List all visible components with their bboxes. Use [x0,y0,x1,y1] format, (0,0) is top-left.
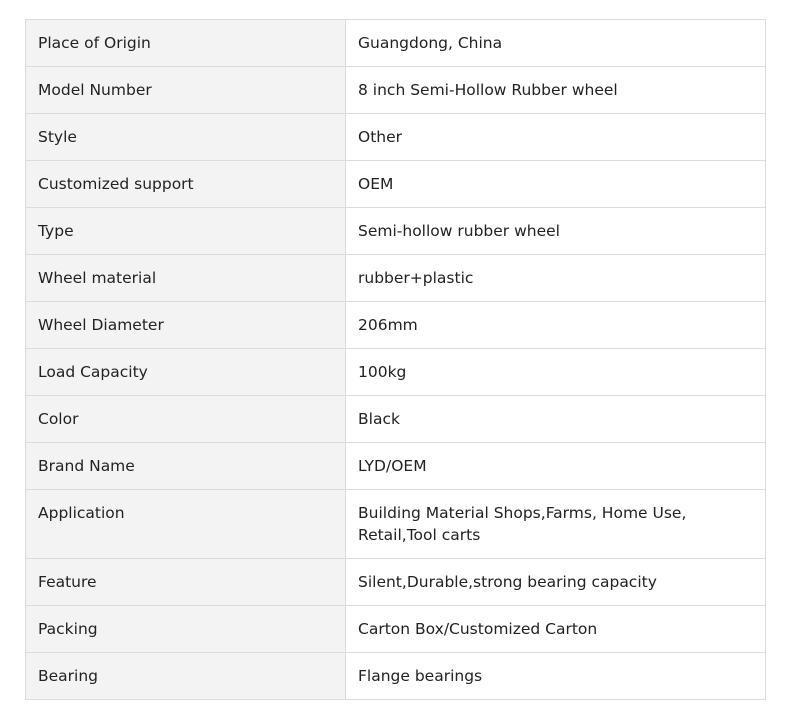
spec-value: Guangdong, China [346,20,766,67]
spec-row-brand-name [26,443,766,490]
spec-row-feature [26,559,766,606]
spec-key: Wheel Diameter [26,302,346,349]
spec-key: Wheel material [26,255,346,302]
spec-key: Customized support [26,161,346,208]
spec-key: Color [26,396,346,443]
spec-row-wheel-material [26,255,766,302]
spec-value: Building Material Shops,Farms, Home Use, Retail,Tool carts [346,490,766,559]
spec-value: 8 inch Semi-Hollow Rubber wheel [346,67,766,114]
spec-row-load-capacity [26,349,766,396]
spec-row-wheel-diameter [26,302,766,349]
spec-value: LYD/OEM [346,443,766,490]
spec-value: Carton Box/Customized Carton [346,606,766,653]
spec-value: rubber+plastic [346,255,766,302]
spec-key: Place of Origin [26,20,346,67]
spec-key: Feature [26,559,346,606]
spec-key: Style [26,114,346,161]
spec-value: Semi-hollow rubber wheel [346,208,766,255]
spec-value: Black [346,396,766,443]
spec-row-application [26,490,766,559]
spec-row-style [26,114,766,161]
spec-row-packing [26,606,766,653]
spec-row-place-of-origin [26,20,766,67]
spec-key: Type [26,208,346,255]
spec-value: Flange bearings [346,653,766,700]
spec-value: Other [346,114,766,161]
spec-row-color [26,396,766,443]
spec-key: Model Number [26,67,346,114]
spec-row-bearing [26,653,766,700]
spec-value: Silent,Durable,strong bearing capacity [346,559,766,606]
product-spec-table [25,19,766,700]
spec-value: 206mm [346,302,766,349]
spec-key: Brand Name [26,443,346,490]
spec-row-customized-support [26,161,766,208]
spec-key: Load Capacity [26,349,346,396]
spec-row-type [26,208,766,255]
spec-value: OEM [346,161,766,208]
spec-value: 100kg [346,349,766,396]
spec-key: Packing [26,606,346,653]
spec-key: Bearing [26,653,346,700]
spec-row-model-number [26,67,766,114]
spec-key: Application [26,490,346,559]
